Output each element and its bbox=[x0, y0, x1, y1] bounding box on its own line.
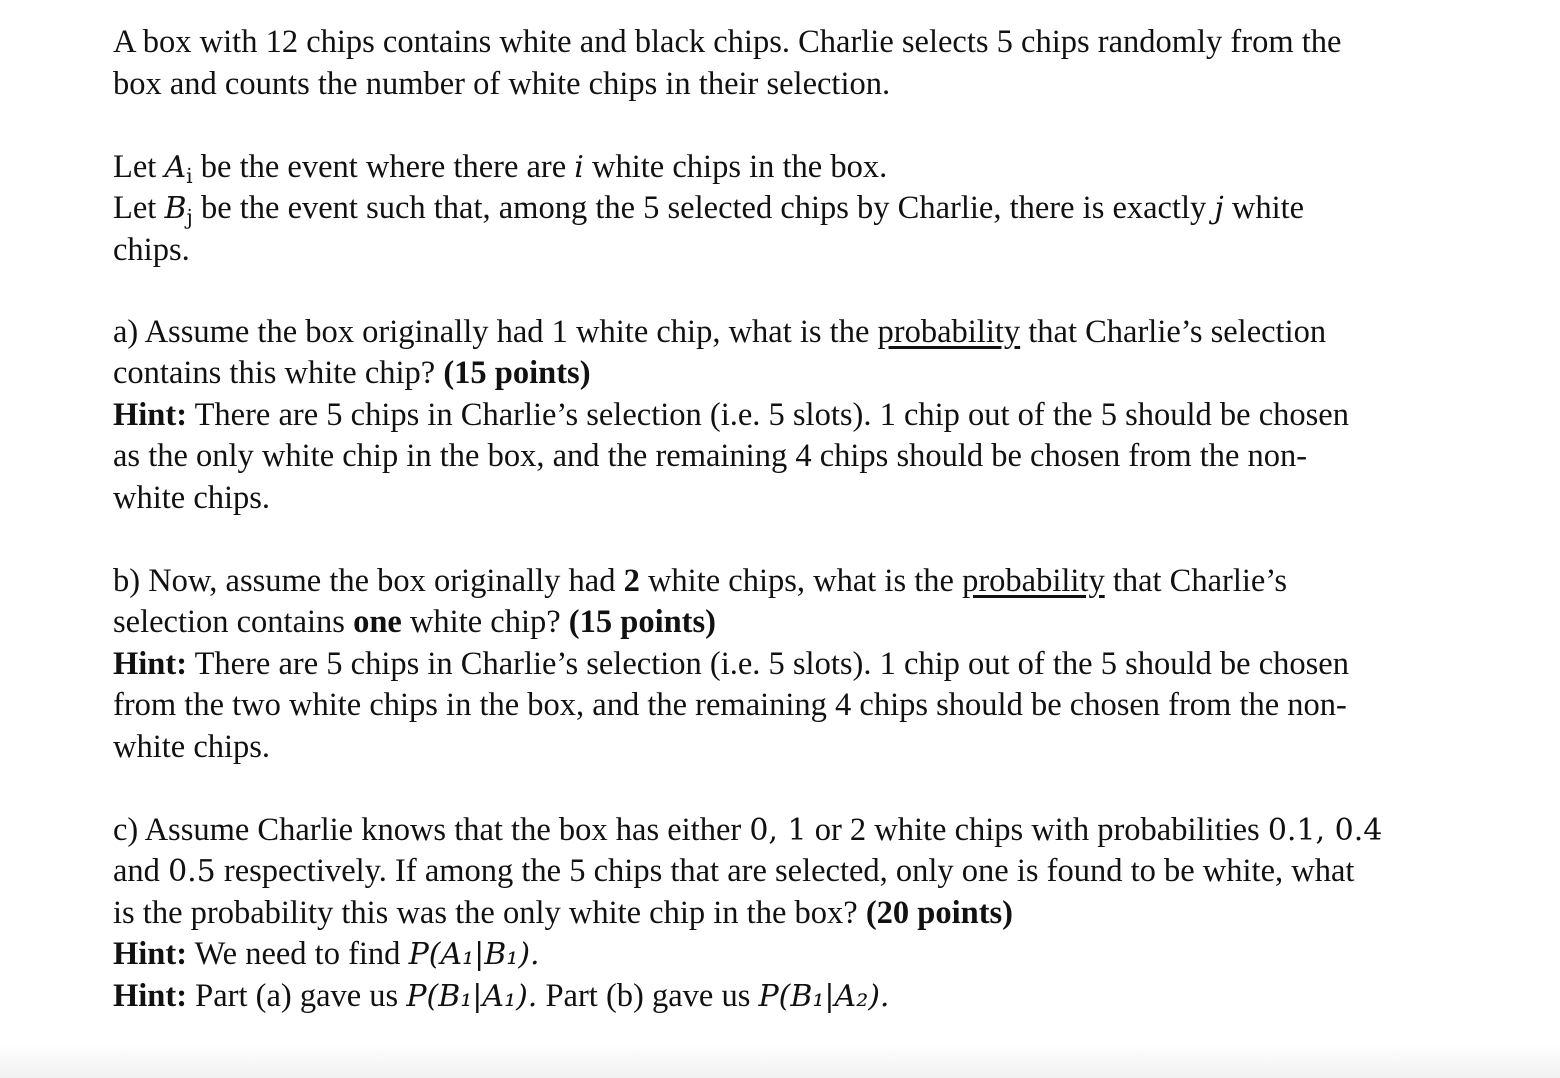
probability-underlined: probability bbox=[962, 562, 1105, 599]
hint-label: Hint: bbox=[113, 977, 188, 1014]
definition-a-line bbox=[113, 147, 1513, 189]
question-text: contains this white chip? bbox=[113, 355, 444, 391]
probability-underlined: probability bbox=[877, 313, 1021, 350]
question-text: that Charlie’s bbox=[1104, 562, 1288, 599]
math-expression: P(B₁|A₁). bbox=[406, 978, 538, 1014]
bottom-shadow-bar bbox=[0, 1044, 1560, 1078]
question-text: selection contains bbox=[113, 604, 354, 640]
symbol-subscript: i bbox=[186, 163, 193, 188]
symbol-letter: A bbox=[164, 149, 187, 185]
question-text: that Charlie’s selection bbox=[1020, 313, 1327, 350]
question-text: and bbox=[113, 853, 169, 889]
spacer bbox=[113, 519, 1513, 561]
definition-b-line bbox=[113, 188, 1513, 230]
part-b-question-line-1 bbox=[113, 561, 1513, 603]
hint-text: We need to find bbox=[187, 936, 409, 972]
hint-label: Hint: bbox=[113, 936, 188, 972]
question-text: a) Assume the box originally had 1 white chip, what is the bbox=[113, 313, 878, 350]
intro-line-2: box and counts the number of white chips in their selection. bbox=[113, 65, 891, 102]
hint-label: Hint: bbox=[113, 645, 188, 682]
event-a-symbol bbox=[164, 149, 193, 188]
definition-text: white chips in the box. bbox=[583, 148, 888, 185]
part-b-hint-line-3: white chips. bbox=[113, 728, 271, 765]
hint-text: There are 5 chips in Charlie’s selection (i.e. 5 slots). 1 chip out of the 5 should be chosen bbox=[187, 396, 1349, 433]
hint-text: Part (a) gave us bbox=[187, 977, 407, 1014]
part-a-question-line-2 bbox=[113, 353, 1513, 395]
question-text: c) Assume Charlie knows that the box has either bbox=[113, 811, 750, 848]
part-a-hint-line-1 bbox=[113, 395, 1513, 437]
part-a-paragraph bbox=[113, 312, 1513, 520]
definition-text: Let bbox=[113, 148, 165, 185]
spacer bbox=[113, 105, 1513, 147]
part-c-paragraph bbox=[113, 810, 1513, 1018]
part-b-question-line-2 bbox=[113, 602, 1513, 644]
part-c-question-line-2 bbox=[113, 851, 1513, 893]
math-expression: P(B₁|A₂). bbox=[758, 978, 890, 1014]
part-a-question-line-1 bbox=[113, 312, 1513, 354]
part-b-hint-line-2: from the two white chips in the box, and the remaining 4 chips should be chosen from the non- bbox=[113, 687, 1347, 723]
variable-i: i bbox=[574, 149, 584, 185]
definitions-paragraph bbox=[113, 147, 1513, 272]
part-b-paragraph bbox=[113, 561, 1513, 769]
question-text: respectively. If among the 5 chips that are selected, only one is found to be white, what bbox=[215, 853, 1355, 889]
part-c-hint-line-1 bbox=[113, 934, 1513, 976]
bold-word: one bbox=[353, 604, 402, 640]
points-label: (15 points) bbox=[443, 355, 591, 391]
hint-label: Hint: bbox=[113, 396, 188, 433]
part-a-hint-line-3: white chips. bbox=[113, 479, 271, 516]
definition-text: white bbox=[1223, 190, 1305, 226]
definition-text: be the event where there are bbox=[192, 148, 575, 185]
question-text: or 2 white chips with probabilities bbox=[806, 811, 1268, 848]
symbol-letter: B bbox=[164, 191, 187, 226]
hint-text: There are 5 chips in Charlie’s selection (i.e. 5 slots). 1 chip out of the 5 should be chosen bbox=[187, 645, 1349, 682]
bold-number: 2 bbox=[623, 562, 640, 599]
question-text: b) Now, assume the box originally had bbox=[113, 562, 624, 599]
points-label: (15 points) bbox=[568, 604, 716, 640]
variable-j: j bbox=[1214, 191, 1224, 226]
question-text: is the probability this was the only white chip in the box? bbox=[113, 894, 866, 931]
symbol-subscript: j bbox=[186, 205, 193, 230]
part-b-hint-line-1 bbox=[113, 644, 1513, 686]
part-c-hint-line-2 bbox=[113, 976, 1513, 1018]
spacer bbox=[113, 271, 1513, 313]
problem-document bbox=[113, 22, 1513, 1017]
definition-b-line-2: chips. bbox=[113, 231, 190, 268]
math-expression: P(A₁|B₁). bbox=[408, 937, 540, 972]
event-b-symbol bbox=[164, 191, 193, 230]
part-a-hint-line-2: as the only white chip in the box, and the remaining 4 chips should be chosen from the non- bbox=[113, 438, 1308, 474]
math-probabilities: 0.1, 0.4 bbox=[1267, 812, 1383, 848]
part-c-question-line-1 bbox=[113, 810, 1513, 852]
math-probability: 0.5 bbox=[168, 854, 216, 889]
points-label: (20 points) bbox=[865, 894, 1013, 931]
definition-text: be the event such that, among the 5 selected chips by Charlie, there is exactly bbox=[192, 190, 1215, 226]
question-text: white chips, what is the bbox=[639, 562, 963, 599]
spacer bbox=[113, 768, 1513, 810]
hint-text: Part (b) gave us bbox=[537, 977, 759, 1014]
definition-text: Let bbox=[113, 190, 165, 226]
question-text: white chip? bbox=[401, 604, 569, 640]
math-numbers: 0, 1 bbox=[749, 812, 807, 848]
part-c-question-line-3 bbox=[113, 893, 1513, 935]
intro-paragraph bbox=[113, 22, 1513, 105]
intro-line-1: A box with 12 chips contains white and black chips. Charlie selects 5 chips randomly from the bbox=[113, 24, 1342, 60]
